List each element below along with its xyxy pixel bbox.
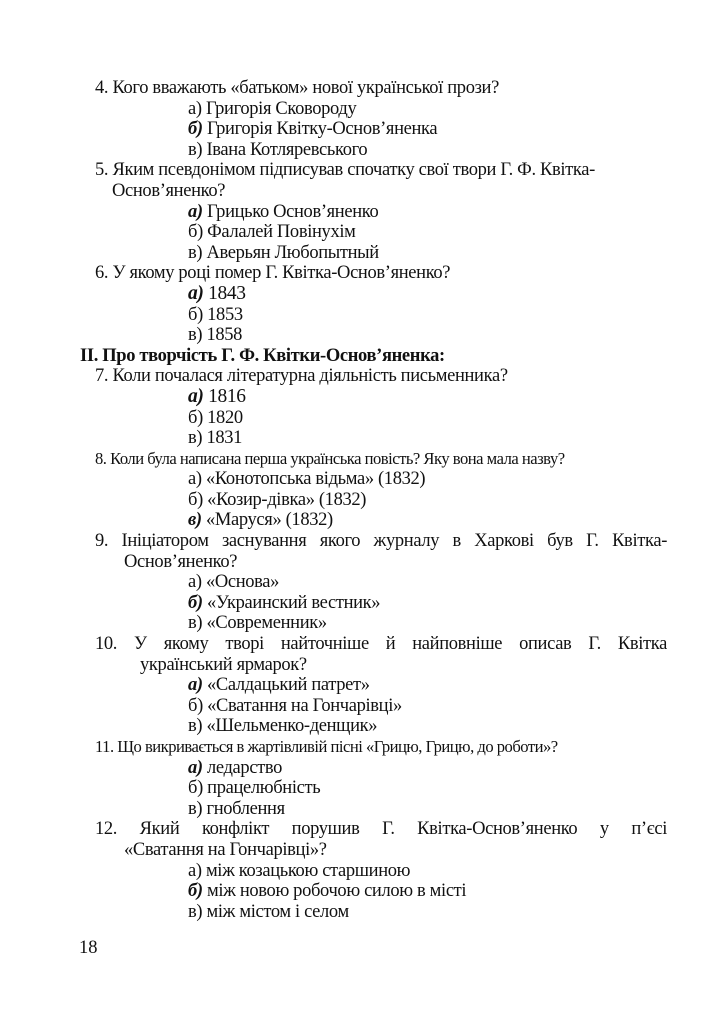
answer-option — [0, 490, 726, 511]
option-marker: в) — [188, 428, 203, 449]
question-12 — [0, 819, 726, 922]
option-marker: в) — [188, 716, 203, 737]
answer-option — [0, 305, 726, 326]
option-text: «Маруся» (1832) — [201, 510, 333, 531]
option-text: 1816 — [203, 386, 246, 407]
option-marker: б) — [188, 489, 203, 510]
option-text: 1820 — [202, 407, 243, 428]
option-text: 1858 — [202, 325, 243, 346]
option-marker: а) — [188, 98, 202, 119]
question-text: 7. Коли почалася літературна діяльність письменника? — [95, 366, 508, 387]
option-marker: б) — [188, 881, 203, 902]
option-text: Григорія Квітку-Основ’яненка — [202, 119, 438, 140]
question-text-continued: український ярмарок? — [140, 654, 307, 675]
option-marker: а) — [188, 283, 204, 304]
option-text: 1831 — [202, 428, 243, 449]
option-marker: в) — [188, 325, 203, 346]
option-marker: в) — [188, 510, 202, 531]
option-text: між козацькою старшиною — [201, 860, 411, 881]
option-marker: б) — [188, 592, 203, 613]
question-10 — [0, 634, 726, 737]
answer-option — [0, 140, 726, 161]
option-text: працелюбність — [202, 778, 321, 799]
question-11 — [0, 737, 726, 819]
option-marker: б) — [188, 222, 203, 243]
question-8 — [0, 449, 726, 531]
answer-option — [0, 696, 726, 717]
option-marker: в) — [188, 242, 203, 263]
option-text: «Украинский вестник» — [202, 592, 381, 613]
answer-option — [0, 428, 726, 449]
option-marker: в) — [188, 139, 203, 160]
option-text: між новою робочою силою в місті — [202, 881, 467, 902]
question-9 — [0, 531, 726, 634]
question-text: 11. Що викривається в жартівливій пісні «Грицю, Грицю, до роботи»? — [95, 737, 558, 756]
answer-option-correct — [0, 387, 726, 408]
option-text: 1853 — [202, 304, 243, 325]
option-marker: а) — [188, 757, 203, 778]
answer-option — [0, 902, 726, 923]
option-text: Григорія Сковороду — [201, 98, 357, 119]
option-marker: а) — [188, 860, 202, 881]
section-heading: ІІ. Про творчість Г. Ф. Квітки-Основ’яненка: — [80, 345, 445, 366]
option-text: Івана Котляревського — [202, 139, 368, 160]
answer-option-correct — [0, 881, 726, 902]
question-text: 5. Яким псевдонімом підписував спочатку свої твори Г. Ф. Квітка- — [95, 160, 595, 181]
option-text: «Салдацький патрет» — [202, 675, 370, 696]
option-marker: в) — [188, 798, 203, 819]
option-marker: в) — [188, 901, 203, 922]
question-7 — [0, 366, 726, 448]
answer-option — [0, 408, 726, 429]
answer-option — [0, 325, 726, 346]
page-content — [0, 78, 726, 922]
question-text: 4. Кого вважають «батьком» нової української прози? — [95, 78, 499, 98]
option-marker: б) — [188, 778, 203, 799]
option-text: «Сватання на Гончарівці» — [202, 695, 402, 716]
option-marker: а) — [188, 469, 202, 490]
option-text: між містом і селом — [202, 901, 349, 922]
question-text: 10. У якому творі найточніше й найповніше описав Г. Квітка — [95, 634, 667, 655]
option-text: Грицько Основ’яненко — [202, 201, 379, 222]
answer-option-correct — [0, 593, 726, 614]
question-text-continued: Основ’яненко? — [112, 180, 226, 201]
question-text-continued: Основ’яненко? — [124, 551, 238, 572]
answer-option-correct — [0, 675, 726, 696]
option-marker: а) — [188, 572, 202, 593]
question-text: 6. У якому році помер Г. Квітка-Основ’яненко? — [95, 263, 451, 284]
answer-option — [0, 613, 726, 634]
answer-option — [0, 222, 726, 243]
option-text: «Козир-дівка» (1832) — [202, 489, 367, 510]
option-marker: б) — [188, 119, 203, 140]
option-text: «Шельменко-денщик» — [202, 716, 378, 737]
answer-option-correct — [0, 119, 726, 140]
option-marker: а) — [188, 201, 203, 222]
option-marker: а) — [188, 386, 204, 407]
question-4 — [0, 78, 726, 160]
answer-option-correct — [0, 510, 726, 531]
option-text: «Основа» — [201, 572, 280, 593]
answer-option — [0, 799, 726, 820]
option-text: гноблення — [202, 798, 285, 819]
answer-option-correct — [0, 758, 726, 779]
option-text: «Конотопська відьма» (1832) — [201, 469, 426, 490]
question-6 — [0, 263, 726, 345]
question-text: 12. Який конфлікт порушив Г. Квітка-Основ’яненко у п’єсі — [95, 819, 667, 840]
option-marker: а) — [188, 675, 203, 696]
answer-option — [0, 861, 726, 882]
option-text: 1843 — [203, 283, 246, 304]
answer-option — [0, 243, 726, 264]
page-number: 18 — [79, 938, 98, 958]
answer-option — [0, 572, 726, 593]
option-marker: б) — [188, 304, 203, 325]
question-text-continued: «Сватання на Гончарівці»? — [124, 839, 327, 860]
option-text: «Современник» — [202, 613, 327, 634]
question-text: 9. Ініціатором заснування якого журналу в Харкові був Г. Квітка- — [95, 531, 667, 552]
question-5 — [0, 160, 726, 263]
answer-option-correct — [0, 202, 726, 223]
option-text: Аверьян Любопытный — [202, 242, 379, 263]
question-text: 8. Коли була написана перша українська повість? Яку вона мала назву? — [95, 448, 565, 468]
answer-option — [0, 99, 726, 120]
answer-option — [0, 469, 726, 490]
option-text: ледарство — [202, 757, 283, 778]
answer-option — [0, 716, 726, 737]
option-marker: в) — [188, 613, 203, 634]
option-text: Фалалей Повінухім — [202, 222, 356, 243]
option-marker: б) — [188, 695, 203, 716]
answer-option-correct — [0, 284, 726, 305]
answer-option — [0, 778, 726, 799]
option-marker: б) — [188, 407, 203, 428]
